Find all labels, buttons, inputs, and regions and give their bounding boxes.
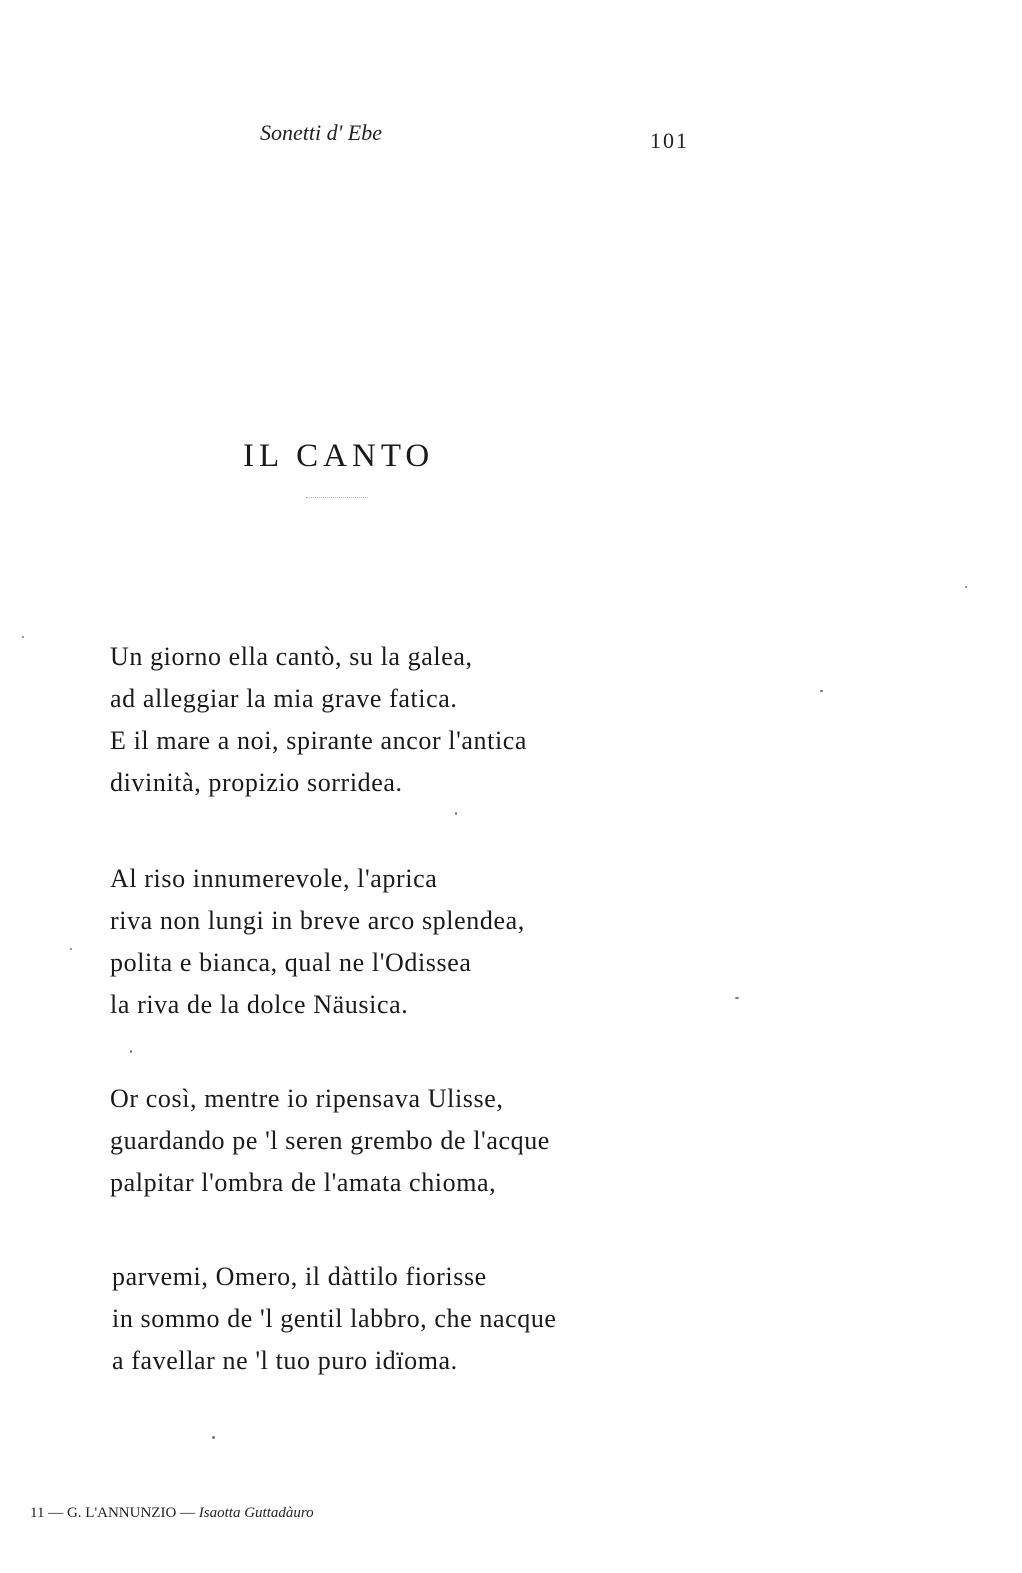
stanza-3 <box>110 1078 550 1204</box>
poem-line: Al riso innumerevole, l'aprica <box>110 864 438 893</box>
running-head: Sonetti d' Ebe <box>260 120 383 145</box>
poem-line: riva non lungi in breve arco splendea, <box>110 906 525 935</box>
title-ornament <box>306 493 368 498</box>
poem-line: parvemi, Omero, il dàttilo fiorisse <box>112 1262 487 1291</box>
scan-speck <box>820 690 823 692</box>
poem-line: a favellar ne 'l tuo puro idïoma. <box>112 1346 458 1375</box>
scan-speck <box>130 1050 132 1053</box>
footer-signature <box>30 1505 314 1522</box>
poem-line: E il mare a noi, spirante ancor l'antica <box>110 726 528 755</box>
scan-speck <box>22 636 24 638</box>
signature-title: Isaotta Guttadàuro <box>198 1505 314 1521</box>
scan-speck <box>965 586 967 588</box>
poem-line: Un giorno ella cantò, su la galea, <box>110 642 473 671</box>
stanza-1 <box>110 636 527 804</box>
page-number: 101 <box>650 128 689 153</box>
poem-line: polita e bianca, qual ne l'Odissea <box>110 948 472 977</box>
poem-line: la riva de la dolce Näusica. <box>110 990 409 1019</box>
poem-line: in sommo de 'l gentil labbro, che nacque <box>112 1304 557 1333</box>
stanza-4 <box>112 1256 557 1382</box>
poem-line: Or così, mentre io ripensava Ulisse, <box>110 1084 504 1113</box>
scan-speck <box>735 997 739 999</box>
stanza-2 <box>110 858 525 1026</box>
poem-line: guardando pe 'l seren grembo de l'acque <box>110 1126 550 1155</box>
poem-line: divinità, propizio sorridea. <box>110 768 403 797</box>
poem-line: ad alleggiar la mia grave fatica. <box>110 684 458 713</box>
signature-prefix: 11 — G. L'ANNUNZIO — <box>30 1505 199 1521</box>
poem-title: IL CANTO <box>243 438 435 474</box>
scan-speck <box>455 812 457 815</box>
poem-line: palpitar l'ombra de l'amata chioma, <box>110 1168 497 1197</box>
scan-speck <box>212 1436 215 1439</box>
scan-speck <box>70 948 72 950</box>
